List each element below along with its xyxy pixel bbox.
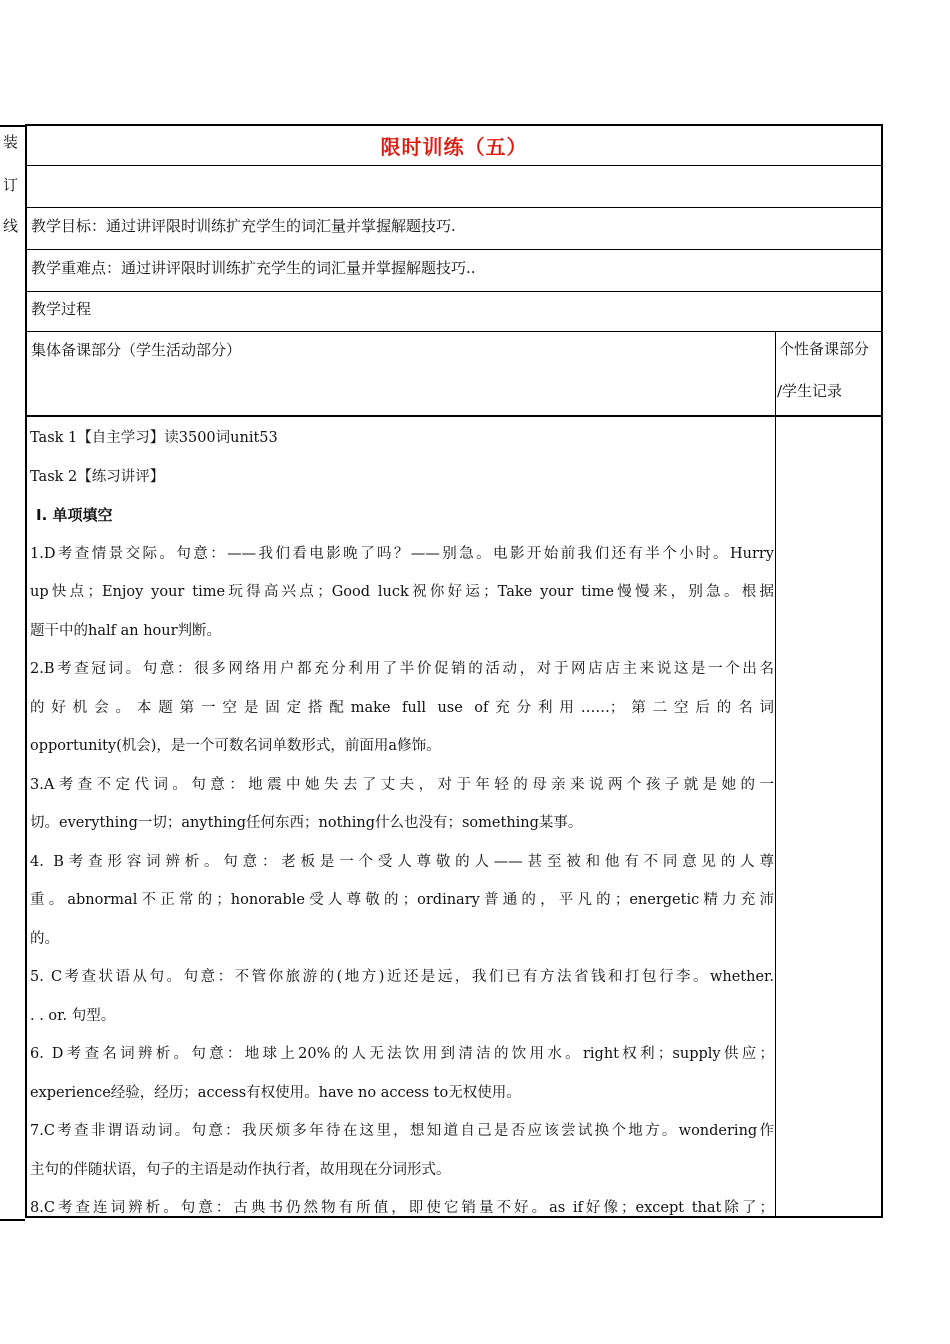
page-title: 限时训练（五） <box>380 135 528 159</box>
personal-header: 个性备课部分 <box>779 340 870 358</box>
section-header-row <box>25 332 883 417</box>
text-line: Task 2【练习讲评】 <box>30 468 165 485</box>
blank-row <box>25 166 883 208</box>
text-line: 6. D考查名词辨析。句意：地球上20%的人无法饮用到清洁的饮用水。right权利；supply供应； <box>30 1046 774 1062</box>
text-line: opportunity(机会)，是一个可数名词单数形式，前面用a修饰。 <box>30 738 441 754</box>
text-line: 8.C考查连词辨析。句意：古典书仍然物有所值，即使它销量不好。as if好像；except that除了； <box>30 1200 774 1216</box>
teaching-process: 教学过程 <box>31 300 92 318</box>
column-divider <box>775 332 776 415</box>
text-line: 1.D考查情景交际。句意：——我们看电影晚了吗？——别急。电影开始前我们还有半个小时。Hurry <box>30 545 774 562</box>
exercise-explanations <box>30 419 774 1228</box>
text-line: 的好机会。本题第一空是固定搭配make full use of充分利用……；第二空后的名词 <box>30 699 774 716</box>
teaching-goal: 教学目标：通过讲评限时训练扩充学生的词汇量并掌握解题技巧. <box>31 217 456 235</box>
text-line: 3.A考查不定代词。句意：地震中她失去了丈夫，对于年轻的母亲来说两个孩子就是她的一 <box>30 776 774 793</box>
binding-margin <box>0 125 25 1221</box>
text-line: Task 1【自主学习】读3500词unit53 <box>30 430 278 446</box>
section-heading: Ⅰ. 单项填空 <box>36 506 113 524</box>
text-line: up快点；Enjoy your time玩得高兴点；Good luck祝你好运；Take your time慢慢来，别急。根据 <box>30 584 774 600</box>
text-line: 4. B考查形容词辨析。句意：老板是一个受人尊敬的人——甚至被和他有不同意见的人尊 <box>30 853 774 870</box>
column-divider <box>775 417 776 1216</box>
key-points-row <box>25 250 883 292</box>
process-row <box>25 292 883 332</box>
text-line: 的。 <box>30 930 59 947</box>
personal-header-sub: /学生记录 <box>777 382 843 400</box>
lesson-plan-table <box>25 124 883 1218</box>
binding-char: 订 <box>3 176 19 194</box>
collective-header: 集体备课部分（学生活动部分） <box>31 341 242 359</box>
title-row <box>25 124 883 166</box>
binding-char: 线 <box>3 217 19 235</box>
text-line: 7.C考查非谓语动词。句意：我厌烦多年待在这里，想知道自己是否应该尝试换个地方。wondering作 <box>30 1123 774 1139</box>
text-line: experience经验，经历；access有权使用。have no access to无权使用。 <box>30 1084 521 1101</box>
text-line: 5. C考查状语从句。句意：不管你旅游的(地方)近还是远，我们已有方法省钱和打包行李。whether. <box>30 969 774 985</box>
goal-row <box>25 208 883 250</box>
text-line: 主句的伴随状语，句子的主语是动作执行者，故用现在分词形式。 <box>30 1161 451 1178</box>
binding-char: 装 <box>3 133 19 151</box>
text-line: 题干中的half an hour判断。 <box>30 622 222 639</box>
text-line: 切。everything一切；anything任何东西；nothing什么也没有；something某事。 <box>30 815 583 831</box>
text-line: 重。abnormal不正常的；honorable受人尊敬的；ordinary普通的，平凡的；energetic精力充沛 <box>30 892 774 908</box>
key-points: 教学重难点：通过讲评限时训练扩充学生的词汇量并掌握解题技巧.. <box>31 259 476 277</box>
content-row <box>25 417 883 1218</box>
text-line: . . or. 句型。 <box>30 1007 116 1024</box>
text-line: 2.B考查冠词。句意：很多网络用户都充分利用了半价促销的活动，对于网店店主来说这是一个出名 <box>30 661 774 677</box>
